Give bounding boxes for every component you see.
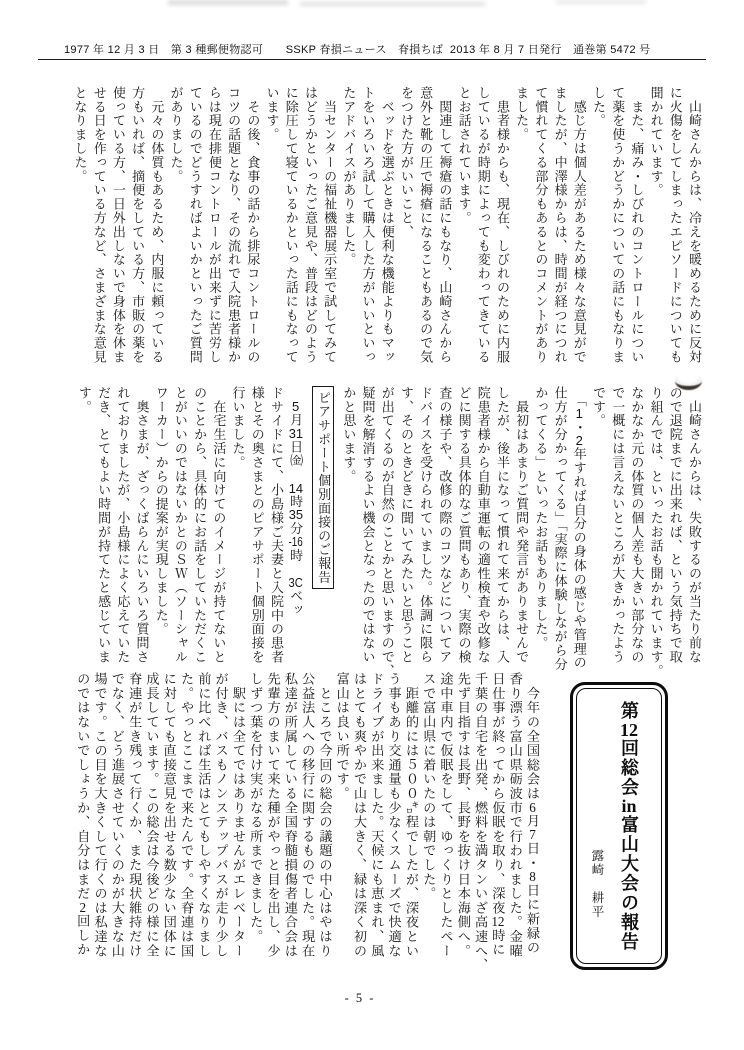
text-column: 方もいれば、摘便をしている方、市販の薬を: [130, 86, 146, 364]
text-column: だき、とてもよい時間が持てたと感じていま: [96, 386, 112, 664]
text-column: う事もあり交通量も少なくスムーズで快適な: [386, 672, 402, 958]
text-column: なかなか元の体質の個人差も大きい部分なの: [629, 386, 645, 664]
text-column: す。: [76, 386, 92, 414]
text-column: 5月31日㈮ 14時35分-16時 3Cベッ: [288, 399, 304, 617]
page-number: - 5 -: [344, 991, 376, 1005]
text-column: います。: [264, 86, 280, 142]
text-column: 距離的には５００㌔程でしたが、深夜とい: [403, 672, 419, 958]
text-column: をつけた方がいいこと、: [398, 86, 414, 239]
text-column: 査の様子や、改修の際のコツなどについてア: [437, 386, 453, 664]
text-column: コツの話題となり、その流れで入院患者様か: [226, 86, 242, 364]
text-column: 成長しています。この総会は今後どの様に全: [144, 672, 160, 958]
text-column: 在宅生活に向けてのイメージが持てないと: [211, 386, 227, 664]
text-column: でなく、どう進展させていくのかが大きな山: [109, 672, 125, 958]
text-column: に火傷をしてしまったエピソードについても: [667, 86, 683, 364]
text-column: 私達が所属している全国脊髄損傷者連合会は: [282, 672, 298, 958]
text-column: 元々の体質もあるため、内服に頼っている: [149, 86, 165, 364]
text-column: た。やっとここまで来たんです。全脊連は国: [179, 672, 195, 958]
text-column: 院患者様から自動車運転の適性検査や改修な: [475, 386, 491, 664]
text-column: せる日を作っている方など、さまざまな意見: [91, 86, 107, 364]
article-author: 露崎 耕平: [590, 849, 604, 919]
text-column: ドサイドにて、小島様ご夫妻と入院中の患者: [268, 386, 284, 664]
text-column: スで富山県に着いたのは朝でした。: [421, 672, 437, 901]
text-column: 仕方が分かってくる」「実際に体験しながら分: [552, 386, 568, 672]
header-rule: [38, 59, 706, 60]
text-column: 今年の全国総会は6月7日・8日に新緑の: [525, 672, 540, 955]
section-heading-peer-support-interview: ピアサポート個別面接のご報告: [312, 386, 334, 589]
text-column: に対しても直接意見を出せる数少ない団体に: [161, 672, 177, 958]
text-column: 関連して褥瘡の話にもなり、山崎さんから: [437, 86, 453, 364]
text-column: れておりましたが、小島様によく応えていた: [115, 386, 131, 664]
text-column: ドライブが出来ました。天候にも恵まれ、風: [369, 672, 385, 958]
text-column: また、痛み・しびれのコントロールについ: [629, 86, 645, 364]
text-column: した。: [590, 86, 606, 128]
text-column: ました。: [514, 86, 530, 142]
scan-smudge-artifact: [300, 2, 485, 6]
article-title-box-inner: [576, 688, 662, 964]
text-column: ワーカー）からの提案が実現しました。: [153, 386, 169, 637]
text-column: となりました。: [72, 86, 88, 184]
text-column: 駅には全てではありませんがエレベーター: [230, 672, 246, 958]
text-column: トをいろいろ試して購入した方がいいといっ: [360, 86, 376, 364]
text-column: 行いました。: [230, 386, 246, 470]
text-column: 患者様からも、現在、しびれのために内服: [494, 86, 510, 364]
text-column: とお話されています。: [456, 86, 472, 225]
text-column: 脊連が生き残って行くか、また現状維持だけ: [127, 672, 143, 958]
text-column: て薬を使うかどうかについての話にもなりま: [610, 86, 626, 364]
text-column: 山崎さんからは、冷えを暖めるために反対: [687, 86, 702, 364]
text-column: 途中車内で仮眠をして、ゆっくりとしたペー: [438, 672, 454, 958]
text-column: です。: [590, 386, 606, 428]
text-column: 「1・2年すれば自分の身体の感じや管理の: [571, 386, 587, 670]
text-column: 山崎さんからは、失敗するのが当たり前な: [687, 386, 702, 664]
text-column: かってくる」といったお話もありました。: [533, 386, 549, 651]
text-column: 聞かれています。: [648, 86, 664, 198]
text-column: その後、食事の話から排尿コントロールの: [245, 86, 261, 364]
text-column: 使っている方、一日外出しないで身体を休ま: [110, 86, 126, 364]
text-column: たアドバイスがありました。: [341, 86, 357, 267]
text-column: 富山は良い所です。: [334, 672, 350, 801]
text-column: て慣れてくる部分もあるとのコメントがあり: [533, 86, 549, 364]
text-column: したが、後半になって慣れて来てからは、入: [494, 386, 510, 664]
text-column: しているが時期によっても変わってきている: [475, 86, 491, 364]
text-column: しずつ葉を付け実がなる所まできました。: [248, 672, 264, 944]
text-column: 先輩方のまいて来た種がやっと目を出し、少: [265, 672, 281, 958]
text-column: ので退院までに出来れば、という気持ちで取: [667, 386, 683, 664]
text-column: のことから、具体的にお話をしていただくこ: [192, 386, 208, 664]
text-column: が出てくるのが自然のことかと思いますので、: [379, 386, 395, 678]
text-column: どに関する具体的なご質問もあり、実際の検: [456, 386, 472, 664]
article-section-toyama-report: [73, 672, 541, 990]
text-column: らは現在排便コントロールが出来ずに苦労し: [206, 86, 222, 364]
text-column: 疑問を解消するよい機会となったのではない: [360, 386, 376, 664]
text-column: 意外と靴の圧で褥瘡になることもあるので気: [418, 86, 434, 364]
text-column: ドバイスを受けられていました。体調に限ら: [418, 386, 434, 664]
text-column: 日仕事が終ってから仮眠を取り、深夜12時に: [490, 672, 506, 957]
text-column: 奥さまが、ざっくばらんにいろいろ質問さ: [134, 386, 150, 664]
text-column: のではないでしょうか、自分はまだ2回しか: [75, 672, 91, 957]
article-title: 第12回総会in富山大会の報告: [619, 701, 639, 952]
text-column: 千葉の自宅を出発、燃料を満タンいざ高速へ、: [473, 672, 489, 973]
text-column: 場です。この目を大きくして行くのは私達な: [92, 672, 108, 958]
scan-smudge-artifact: [556, 0, 646, 4]
newsletter-issue-header: 1977 年 12 月 3 日 第 3 種郵便物認可 SSKP 脊損ニュース 脊損ちば 2013 年 8 月 7 日発行 通巻第 5472 号: [64, 44, 651, 56]
text-column: 最初はあまりご質問や発言がありませんで: [514, 386, 530, 664]
text-column: 様とその奥さまとのピアサポート個別面接を: [249, 386, 265, 664]
text-column: とがいいのではないかとのＳＷ（ソーシャル: [172, 386, 188, 664]
text-column: 先ず目指すは長野、長野を抜け日本海側へ。: [455, 672, 471, 958]
text-column: で一概には言えないところが大きかったよう: [610, 386, 626, 664]
text-column: ているのでどうすればよいかといったご質問: [187, 86, 203, 364]
text-column: 公益法人への移行に関するものでした。現在: [300, 672, 316, 958]
text-column: 香り漂う富山県砺波市で行われました。金曜: [507, 672, 523, 958]
text-column: 前に比べれば生活はとてもしやすくなりまし: [196, 672, 212, 958]
text-column: り組んでは、といったお話も聞かれています。: [648, 386, 664, 678]
text-column: に除圧して寝ているかといった話にもなって: [283, 86, 299, 364]
text-column: ベッドを選ぶときは便利な機能よりもマッ: [379, 86, 395, 364]
text-column: 感じ方は個人差があるため様々な意見がで: [571, 86, 587, 364]
text-column: がありました。: [168, 86, 184, 184]
text-column: が付き、バスもノンステップバスが走り少し: [213, 672, 229, 958]
article-section-interview: [70, 386, 704, 678]
scan-smudge-artifact: [168, 0, 288, 5]
text-column: はどうかといったご意見や、普段はどのよう: [302, 86, 318, 364]
text-column: はとても爽やかで山は大きく、緑は深く初の: [352, 672, 368, 958]
article-title-box: [570, 682, 668, 970]
text-column: ましたが、中澤様からは、時間が経つにつれ: [552, 86, 568, 364]
text-column: 当センターの福祉機器展示室で試してみて: [322, 86, 338, 364]
article-section-peer-talk: [70, 86, 704, 378]
text-column: かと思います。: [341, 386, 357, 484]
text-column: ところで今回の総会の議題の中心はやはり: [317, 672, 333, 958]
text-column: す、そのときどきに聞いてみたいと思うこと: [398, 386, 414, 664]
